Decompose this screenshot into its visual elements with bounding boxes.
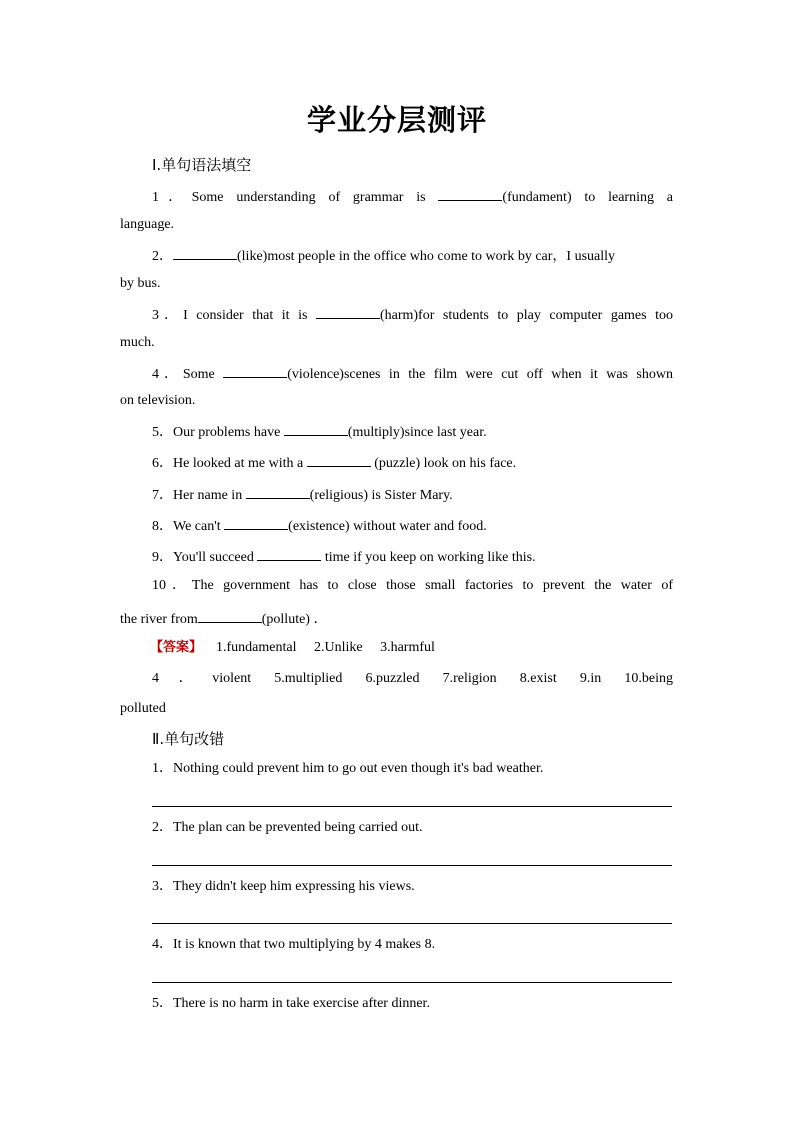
item-number: 9．: [152, 550, 173, 565]
answer-blank[interactable]: [438, 186, 502, 201]
answer-blank[interactable]: [307, 452, 371, 467]
page-title: 学业分层测评: [306, 103, 487, 137]
s2-item-1: 1．Nothing could prevent him to go out even though it's bad weather.: [152, 761, 544, 776]
item-number: 4．: [152, 367, 183, 382]
item-text: The government has to close those small factories to prevent the water of: [191, 578, 673, 593]
s1-item-2-cont: by bus.: [120, 276, 161, 291]
s2-item-4: 4．It is known that two multiplying by 4 makes 8.: [152, 937, 436, 952]
item-text: Some: [182, 367, 224, 382]
s2-item-5: 5．There is no harm in take exercise after dinner.: [152, 996, 430, 1011]
item-hint: (violence)scenes in the film were cut off when it was shown: [287, 367, 673, 382]
answer-line[interactable]: [152, 806, 672, 807]
item-text: the river from: [120, 612, 198, 627]
item-hint: (harm)for students to play computer games too: [379, 308, 674, 323]
item-text: He looked at me with a: [173, 456, 307, 471]
item-hint: (like)most people in the office who come to work by car，I usually: [237, 249, 616, 264]
s1-item-1-cont: language.: [120, 217, 175, 232]
section2-heading: Ⅱ.单句改错: [152, 730, 225, 748]
answer-blank[interactable]: [284, 421, 348, 436]
s1-item-7: [120, 484, 673, 505]
item-number: 1．: [152, 190, 192, 205]
item-hint: (fundament) to learning a: [502, 190, 673, 205]
item-hint: (pollute) ．: [261, 612, 328, 627]
answer-blank[interactable]: [316, 304, 380, 319]
s1-item-9: [120, 546, 673, 567]
s1-item-6: [120, 452, 673, 473]
answer-blank[interactable]: [224, 515, 288, 530]
s1-item-4: [120, 363, 673, 384]
item-hint: (multiply)since last year.: [347, 425, 487, 440]
item-hint: (existence) without water and food.: [288, 519, 487, 534]
item-text: Her name in: [173, 488, 246, 503]
section1-heading: Ⅰ.单句语法填空: [152, 156, 252, 174]
s1-item-3-cont: much.: [120, 335, 155, 350]
answer-blank[interactable]: [257, 546, 321, 561]
answer-line[interactable]: [152, 923, 672, 924]
s1-item-2: [120, 245, 673, 266]
answer-blank[interactable]: [198, 608, 262, 623]
s1-item-5: [120, 421, 673, 442]
item-text: Our problems have: [173, 425, 284, 440]
item-hint: time if you keep on working like this.: [321, 550, 536, 565]
item-hint: (religious) is Sister Mary.: [309, 488, 453, 503]
s1-item-8: [120, 515, 673, 536]
s1-item-3: [120, 304, 673, 325]
answer-blank[interactable]: [223, 363, 287, 378]
s1-item-1: [120, 186, 673, 207]
item-number: 7．: [152, 488, 173, 503]
s2-item-2: 2．The plan can be prevented being carried out.: [152, 820, 423, 835]
item-text: We can't: [173, 519, 225, 534]
s1-item-10: [120, 577, 673, 595]
answer-line-2: 4．violent 5.multiplied 6.puzzled 7.religion 8.exist 9.in 10.being: [152, 671, 673, 686]
s1-item-10-cont: [120, 608, 673, 629]
s2-item-3: 3．They didn't keep him expressing his views.: [152, 879, 415, 894]
item-text: I consider that it is: [183, 308, 316, 323]
answer-blank[interactable]: [246, 484, 310, 499]
item-number: 3．: [152, 308, 184, 323]
answer-text: 1.fundamental 2.Unlike 3.harmful: [216, 640, 435, 655]
answer-line-3: polluted: [120, 701, 166, 716]
item-text: Some understanding of grammar is: [191, 190, 439, 205]
answer-line[interactable]: [152, 982, 672, 983]
answer-blank[interactable]: [173, 245, 237, 260]
item-number: 8．: [152, 519, 173, 534]
item-hint: (puzzle) look on his face.: [370, 456, 517, 471]
item-number: 6．: [152, 456, 173, 471]
item-number: 2．: [152, 249, 173, 264]
s1-item-4-cont: on television.: [120, 393, 196, 408]
item-text: You'll succeed: [173, 550, 258, 565]
answer-line[interactable]: [152, 865, 672, 866]
item-number: 5．: [152, 425, 173, 440]
answer-line-1: [120, 639, 673, 657]
answer-tag: 【答案】: [150, 640, 203, 655]
item-number: 10．: [152, 578, 192, 593]
